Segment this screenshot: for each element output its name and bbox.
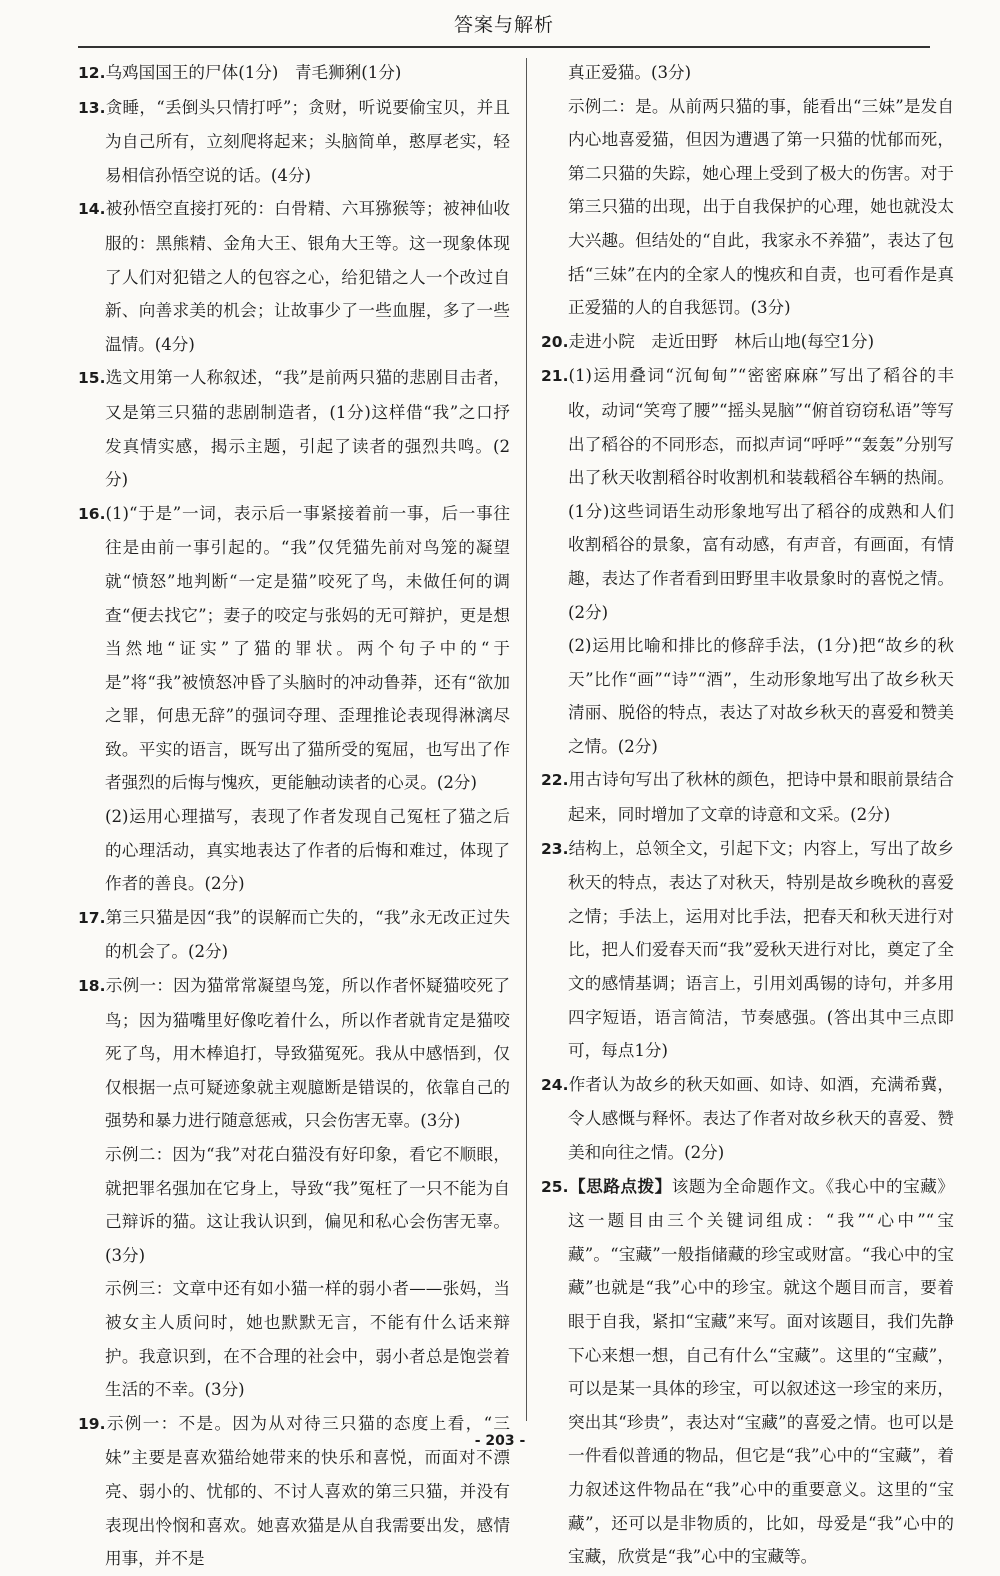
page-header xyxy=(78,0,930,48)
question-number: 23. xyxy=(541,839,569,858)
answer-text: (1)“于是”一词，表示后一事紧接着前一事，后一事往往是由前一事引起的。“我”仅凭猫先前对鸟笼的凝望就“愤怒”地判断“一定是猫”咬死了鸟，未做任何的调查“便去找它”；妻子的咬定与张妈的无可辩护，更是想当然地“证实”了猫的罪状。两个句子中的“于是”将“我”被愤怒冲昏了头脑时的冲动鲁莽，还有“欲加之罪，何患无辞”的强词夺理、歪理推论表现得淋漓尽致。平实的语言，既写出了猫所受的冤屈，也写出了作者强烈的后悔与愧疚，更能触动读者的心灵。(2分) xyxy=(105,503,510,793)
answer-text: 示例一：因为猫常常凝望鸟笼，所以作者怀疑猫咬死了鸟；因为猫嘴里好像吃着什么，所以作者就肯定是猫咬死了鸟，用木棒追打，导致猫冤死。我从中感悟到，仅仅根据一点可疑迹象就主观臆断是错误的，依靠自己的强势和暴力进行随意惩戒，只会伤害无辜。(3分) xyxy=(105,976,510,1131)
question-number: 22. xyxy=(541,771,569,790)
right-column xyxy=(541,56,955,1567)
question-number: 21. xyxy=(541,367,569,386)
answer-text: 作者认为故乡的秋天如画、如诗、如酒，充满希冀，令人感慨与释怀。表达了作者对故乡秋天的喜爱、赞美和向往之情。(2分) xyxy=(568,1074,954,1162)
answer-text: 乌鸡国国王的尸体(1分) 青毛狮猁(1分) xyxy=(105,63,402,82)
header-title: 答案与解析 xyxy=(453,14,554,36)
column-divider xyxy=(526,58,527,1421)
answer-text: 示例一：不是。因为从对待三只猫的态度上看，“三妹”主要是喜欢猫给她带来的快乐和喜悦，而面对不漂亮、弱小的、忧郁的、不讨人喜欢的第三只猫，并没有表现出怜悯和喜欢。她喜欢猫是从自我需要出发，感情用事，并不是 xyxy=(105,1413,510,1569)
page-number: - 203 - xyxy=(474,1433,526,1449)
answer-item xyxy=(541,629,954,763)
question-number: 12. xyxy=(78,64,106,82)
question-number: 15. xyxy=(78,369,106,388)
question-number: 16. xyxy=(78,504,106,523)
answer-text: (1)运用叠词“沉甸甸”“密密麻麻”写出了稻谷的丰收，动词“笑弯了腰”“摇头晃脑”“俯首窃窃私语”等写出了稻谷的不同形态，而拟声词“呼呼”“轰轰”分别写出了秋天收割稻谷时收割机和装载稻谷车辆的热闹。(1分)这些词语生动形象地写出了稻谷的成熟和人们收割稻谷的景象，富有动感，有声音，有画面，有情趣，表达了作者看到田野里丰收景象时的喜悦之情。(2分) xyxy=(568,366,954,622)
answer-item xyxy=(541,90,954,325)
question-number: 19. xyxy=(78,1414,106,1433)
answer-text: 示例二：因为“我”对花白猫没有好印象，看它不顺眼，就把罪名强加在它身上，导致“我”冤枉了一只不能为自己辩诉的猫。这让我认识到，偏见和私心会伤害无辜。(3分) xyxy=(105,1145,510,1265)
answer-text: 用古诗句写出了秋林的颜色，把诗中景和眼前景结合起来，同时增加了文章的诗意和文采。(2分) xyxy=(568,770,954,825)
answer-text: 该题为全命题作文。《我心中的宝藏》这一题目由三个关键词组成：“我”“心中”“宝藏”。“宝藏”一般指储藏的珍宝或财富。“我心中的宝藏”也就是“我”心中的珍宝。就这个题目而言，要着眼于自我，紧扣“宝藏”来写。面对该题目，我们先静下心来想一想，自己有什么“宝藏”。这里的“宝藏”，可以是某一具体的珍宝，可以叙述这一珍宝的来历，突出其“珍贵”，表达对“宝藏”的喜爱之情。也可以是一件看似普通的物品，但它是“我”心中的“宝藏”，着力叙述这件物品在“我”心中的重要意义。这里的“宝藏”，还可以是非物质的，比如，母爱是“我”心中的宝藏，欣赏是“我”心中的宝藏等。 xyxy=(568,1176,955,1567)
answer-item xyxy=(541,56,954,90)
answer-text: 选文用第一人称叙述，“我”是前两只猫的悲剧目击者，又是第三只猫的悲剧制造者，(1分)这样借“我”之口抒发真情实感，揭示主题，引起了读者的强烈共鸣。(2分) xyxy=(105,368,510,490)
hint-label: 【思路点拨】 xyxy=(568,1175,672,1196)
answer-item xyxy=(78,56,510,91)
question-number: 17. xyxy=(78,908,106,927)
question-number: 13. xyxy=(78,98,106,117)
answer-item xyxy=(541,325,954,360)
answer-text: (2)运用比喻和排比的修辞手法，(1分)把“故乡的秋天”比作“画”“诗”“酒”，生动形象地写出了故乡秋天清丽、脱俗的特点，表达了对故乡秋天的喜爱和赞美之情。(2分) xyxy=(568,636,954,756)
answer-text: (2)运用心理描写，表现了作者发现自己冤枉了猫之后的心理活动，真实地表达了作者的后悔和难过，体现了作者的善良。(2分) xyxy=(105,807,510,894)
answer-item xyxy=(78,192,510,361)
answer-item xyxy=(78,361,510,496)
question-number: 18. xyxy=(78,977,106,996)
answer-item xyxy=(541,763,954,831)
question-number: 20. xyxy=(541,332,569,351)
answer-text: 第三只猫是因“我”的误解而亡失的，“我”永无改正过失的机会了。(2分) xyxy=(105,907,510,962)
question-number: 24. xyxy=(541,1075,569,1094)
answer-item xyxy=(78,800,510,901)
answer-item xyxy=(78,1272,510,1406)
answer-text: 真正爱猫。(3分) xyxy=(568,63,692,82)
answer-item xyxy=(541,1170,954,1574)
answer-text: 被孙悟空直接打死的：白骨精、六耳猕猴等；被神仙收服的：黑熊精、金角大王、银角大王等。这一现象体现了人们对犯错之人的包容之心，给犯错之人一个改过自新、向善求美的机会；让故事少了一些血腥，多了一些温情。(4分) xyxy=(105,199,510,354)
answer-text: 结构上，总领全文，引起下文；内容上，写出了故乡秋天的特点，表达了对秋天，特别是故乡晚秋的喜爱之情；手法上，运用对比手法，把春天和秋天进行对比，把人们爱春天而“我”爱秋天进行对比，奠定了全文的感情基调；语言上，引用刘禹锡的诗句，并多用四字短语，语言简洁，节奏感强。(答出其中三点即可，每点1分) xyxy=(568,838,954,1061)
answer-item xyxy=(541,359,954,629)
question-number: 14. xyxy=(78,200,106,219)
answer-item xyxy=(78,497,510,800)
answer-item xyxy=(78,901,510,969)
answer-item xyxy=(78,1138,510,1272)
question-number: 25. xyxy=(541,1177,569,1196)
answer-text: 走进小院 走近田野 林后山地(每空1分) xyxy=(568,331,875,351)
answer-text: 贪睡，“丢倒头只情打呼”；贪财，听说要偷宝贝，并且为自己所有，立刻爬将起来；头脑简单，憨厚老实，轻易相信孙悟空说的话。(4分) xyxy=(105,97,510,185)
answer-item xyxy=(541,832,954,1068)
answer-item xyxy=(541,1068,954,1170)
answer-item xyxy=(78,91,510,193)
answer-item xyxy=(78,969,510,1138)
answer-text: 示例二：是。从前两只猫的事，能看出“三妹”是发自内心地喜爱猫，但因为遭遇了第一只猫的忧郁而死，第二只猫的失踪，她心理上受到了极大的伤害。对于第三只猫的出现，出于自我保护的心理，她也就没太大兴趣。但结处的“自此，我家永不养猫”，表达了包括“三妹”在内的全家人的愧疚和自责，也可看作是真正爱猫的人的自我惩罚。(3分) xyxy=(568,96,954,318)
answer-text: 示例三：文章中还有如小猫一样的弱小者——张妈，当被女主人质问时，她也默默无言，不能有什么话来辩护。我意识到，在不合理的社会中，弱小者总是饱尝着生活的不幸。(3分) xyxy=(105,1279,510,1400)
